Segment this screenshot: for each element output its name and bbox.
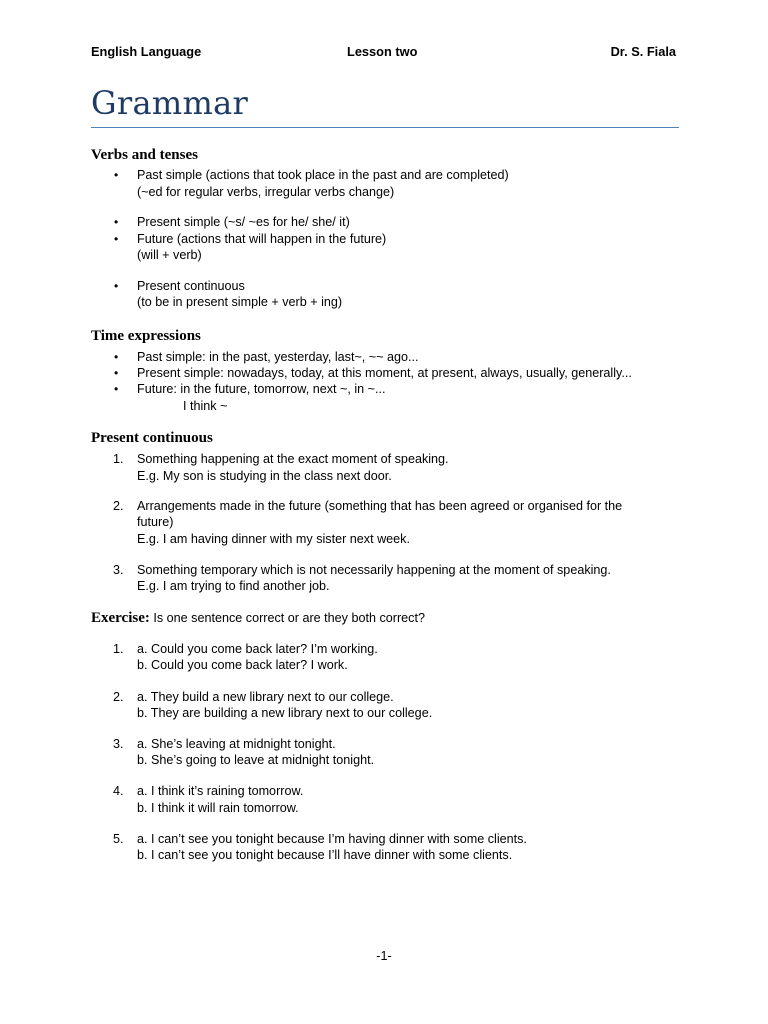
verbs-item: Present continuous — [137, 279, 245, 293]
section-heading-continuous: Present continuous — [91, 430, 213, 446]
exercise-option-a: a. She’s leaving at midnight tonight. — [137, 737, 336, 751]
exercise-option-a: a. I think it’s raining tomorrow. — [137, 784, 304, 798]
bullet-icon: • — [114, 382, 119, 396]
page-number: -1- — [376, 949, 392, 963]
bullet-icon: • — [114, 215, 119, 229]
continuous-example: E.g. My son is studying in the class next door. — [137, 469, 392, 483]
continuous-line: future) — [137, 515, 174, 529]
header-subject: English Language — [91, 44, 202, 59]
bullet-icon: • — [114, 350, 119, 364]
bullet-icon: • — [114, 168, 119, 182]
verbs-item: Future (actions that will happen in the future) — [137, 232, 387, 246]
verbs-item: Past simple (actions that took place in the past and are completed) — [137, 168, 509, 182]
continuous-example: E.g. I am having dinner with my sister next week. — [137, 532, 410, 546]
exercise-option-b: b. I can’t see you tonight because I’ll have dinner with some clients. — [137, 848, 513, 862]
list-number: 3. — [113, 737, 124, 751]
exercise-option-b: b. Could you come back later? I work. — [137, 658, 348, 672]
list-number: 1. — [113, 642, 124, 656]
exercise-option-a: a. Could you come back later? I’m working. — [137, 642, 378, 656]
continuous-line: Something happening at the exact moment of speaking. — [137, 452, 449, 466]
bullet-icon: • — [114, 366, 119, 380]
verbs-item: (~ed for regular verbs, irregular verbs change) — [137, 185, 395, 199]
exercise-option-a: a. They build a new library next to our college. — [137, 690, 394, 704]
bullet-icon: • — [114, 232, 119, 246]
page-header — [91, 44, 678, 62]
exercise-option-a: a. I can’t see you tonight because I’m having dinner with some clients. — [137, 832, 527, 846]
exercise-heading — [91, 610, 425, 627]
continuous-line: Something temporary which is not necessarily happening at the moment of speaking. — [137, 563, 611, 577]
list-number: 1. — [113, 452, 124, 466]
list-number: 3. — [113, 563, 124, 577]
time-item: Past simple: in the past, yesterday, last~, ~~ ago... — [137, 350, 419, 364]
list-number: 5. — [113, 832, 124, 846]
section-heading-verbs: Verbs and tenses — [91, 147, 198, 163]
exercise-label: Exercise: — [91, 610, 150, 626]
continuous-example: E.g. I am trying to find another job. — [137, 579, 330, 593]
page-title: Grammar — [91, 84, 249, 122]
header-author: Dr. S. Fiala — [610, 44, 676, 59]
continuous-line: Arrangements made in the future (something that has been agreed or organised for the — [137, 499, 623, 513]
section-heading-time: Time expressions — [91, 328, 201, 344]
exercise-instruction: Is one sentence correct or are they both correct? — [149, 611, 425, 625]
exercise-option-b: b. They are building a new library next to our college. — [137, 706, 433, 720]
verbs-item: (to be in present simple + verb + ing) — [137, 295, 343, 309]
verbs-item: (will + verb) — [137, 248, 202, 262]
time-item: Future: in the future, tomorrow, next ~, in ~... — [137, 382, 386, 396]
exercise-option-b: b. She’s going to leave at midnight tonight. — [137, 753, 375, 767]
exercise-option-b: b. I think it will rain tomorrow. — [137, 801, 299, 815]
time-item: I think ~ — [183, 399, 228, 413]
header-lesson: Lesson two — [347, 44, 418, 59]
list-number: 2. — [113, 499, 124, 513]
time-item: Present simple: nowadays, today, at this moment, at present, always, usually, generally... — [137, 366, 632, 380]
verbs-item: Present simple (~s/ ~es for he/ she/ it) — [137, 215, 350, 229]
list-number: 4. — [113, 784, 124, 798]
list-number: 2. — [113, 690, 124, 704]
title-divider — [91, 127, 679, 128]
bullet-icon: • — [114, 279, 119, 293]
